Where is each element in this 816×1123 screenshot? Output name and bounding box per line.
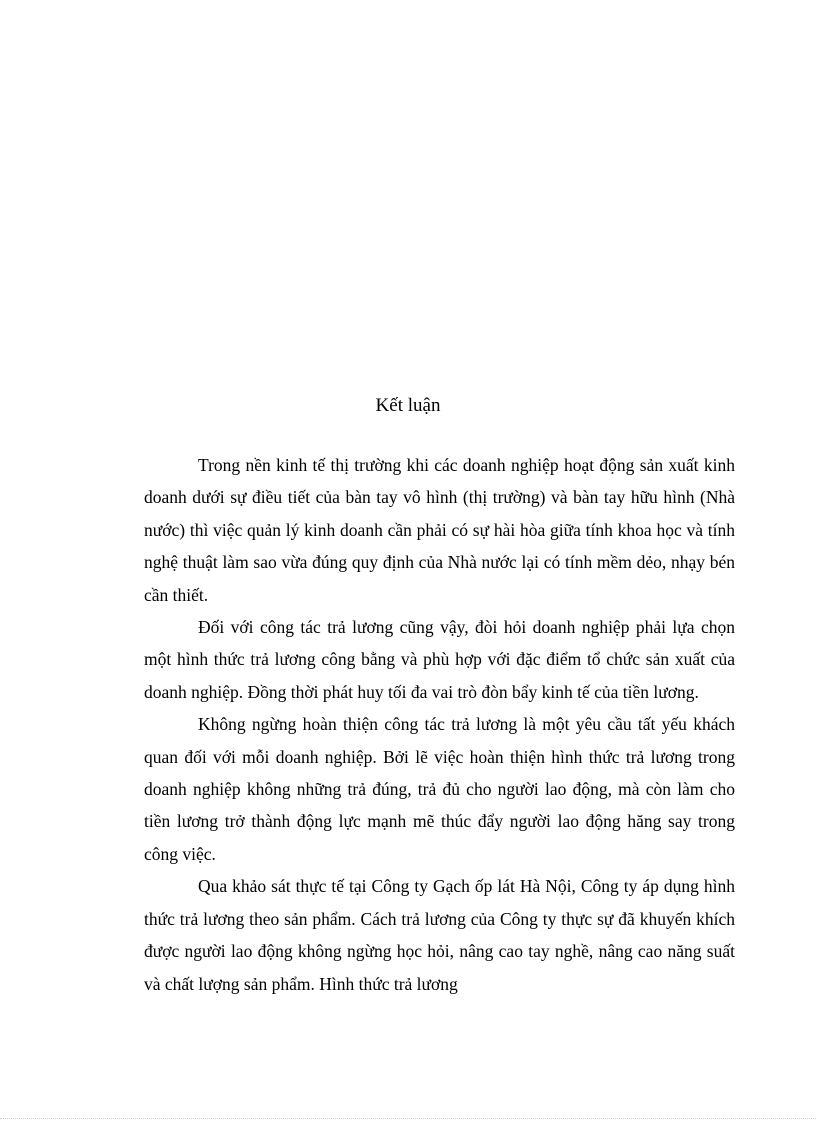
paragraph-3: Không ngừng hoàn thiện công tác trả lương là một yêu cầu tất yếu khách quan đối với mỗi doanh nghiệp. Bởi lẽ việc hoàn thiện hình thức trả lương trong doanh nghiệp không những trả đúng, trả đủ cho người lao động, mà còn làm cho tiền lương trở thành động lực mạnh mẽ thúc đẩy người lao động hăng say trong công việc. (144, 714, 735, 864)
paragraph-4: Qua khảo sát thực tế tại Công ty Gạch ốp lát Hà Nội, Công ty áp dụng hình thức trả lương theo sản phẩm. Cách trả lương của Công ty thực sự đã khuyến khích được người lao động không ngừng học hỏi, nâng cao tay nghề, nâng cao năng suất và chất lượng sản phẩm. Hình thức trả lương (144, 876, 735, 994)
paragraph-1: Trong nền kinh tế thị trường khi các doanh nghiệp hoạt động sản xuất kinh doanh dưới sự điều tiết của bàn tay vô hình (thị trường) và bàn tay hữu hình (Nhà nước) thì việc quản lý kinh doanh cần phải có sự hài hòa giữa tính khoa học và tính nghệ thuật làm sao vừa đúng quy định của Nhà nước lại có tính mềm dẻo, nhạy bén cần thiết. (144, 455, 735, 605)
page-bottom-rule (0, 1118, 816, 1119)
paragraph-2: Đối với công tác trả lương cũng vậy, đòi hỏi doanh nghiệp phải lựa chọn một hình thức trả lương công bằng và phù hợp với đặc điểm tổ chức sản xuất của doanh nghiệp. Đồng thời phát huy tối đa vai trò đòn bẩy kinh tế của tiền lương. (144, 617, 735, 702)
body-text (144, 449, 735, 1000)
page-title: Kết luận (375, 395, 441, 416)
